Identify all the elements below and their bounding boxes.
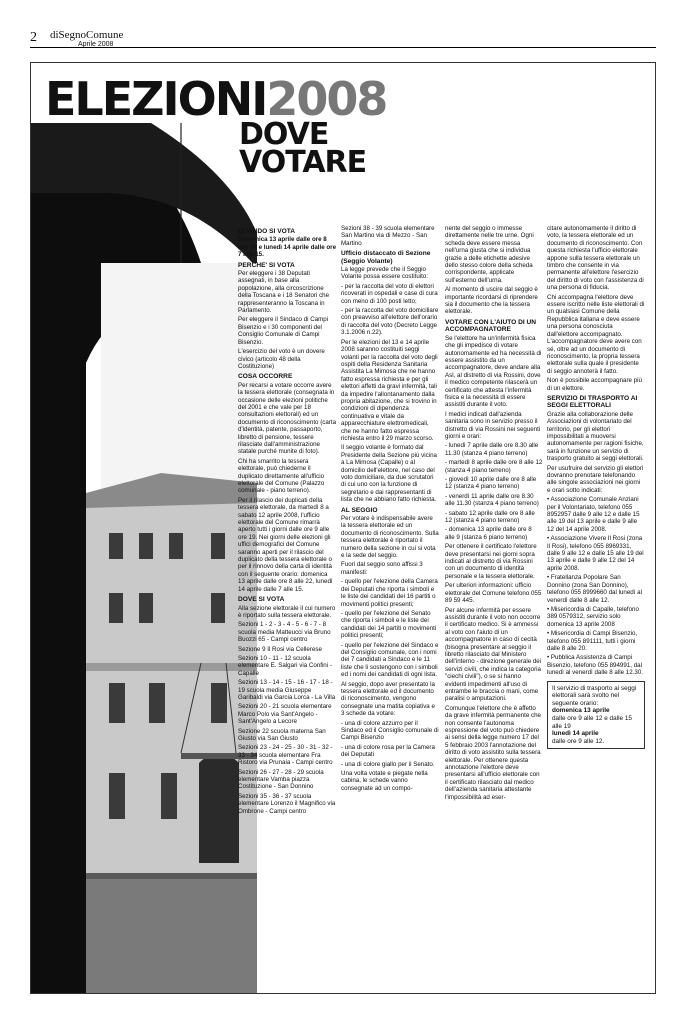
- paragraph: - sabato 12 aprile dalle ore 8 alle 12 (stanza 4 piano terreno): [445, 509, 535, 525]
- paragraph: Per alcune infermità per essere assistiti durante il voto non occorre il certificato medico. Si è ammessi al voto con l'aiuto di un accompagnatore in caso di cecità (bisogna presentare al seggio il libretto rilasciato dal Ministero dell'interno - direzione generale dei servizi civili, che indica la categoria "ciechi civili"), o se si hanno evidenti impedimenti all'uso di entrambe le braccia o mani, come paralisi o amputazioni.: [445, 606, 542, 703]
- paragraph: - quello per l'elezione del Sindaco e del Consiglio comunale, con i nomi dei 7 candidati a Sindaco e le 11 liste che li sostengono con i simboli ed i nomi dei candidati di ogni lista.: [341, 641, 439, 679]
- section-heading: SERVIZIO DI TRASPORTO AI SEGGI ELETTORALI: [547, 394, 638, 410]
- paragraph: - quello per l'elezione del Senato che riporta i simboli e le liste dei candidati dei 14 partiti o movimenti politici presenti;: [341, 609, 437, 640]
- paragraph: Sezione 9 Il Rosi via Cellerese: [238, 645, 322, 653]
- paragraph: - una di colore giallo per il Senato.: [341, 760, 435, 768]
- page-number: 2: [30, 30, 37, 45]
- paragraph: Comunque l'elettore che è affetto da grave infermità permanente che non consente l'autonoma espressione del voto può chiedere ai sensi della legge numero 17 del 5 febbraio 2003 l'annotazione del diritto di voto assistito sulla tessera elettorale. Per ottenere questa annotazione l'elettore deve presentarsi all'ufficio elettorale con il certificato rilasciato dal medico dell'azienda sanitaria attestante l'impossibilità ad eser-: [445, 704, 541, 801]
- paragraph: Per eleggere i 38 Deputati assegnati, in base alla popolazione, alla circoscrizione della Toscana e i 18 Senatori che rappresenteranno la Toscana in Parlamento.: [238, 270, 330, 315]
- box-text: dalle ore 9 alle 12.: [552, 737, 605, 745]
- section-heading: Ufficio distaccato di Sezione (Seggio Volante): [341, 250, 431, 265]
- subheadline-line1: DOVE: [239, 117, 329, 152]
- paragraph: L'esercizio del voto è un dovere civico (articolo 48 della Costituzione): [238, 348, 325, 370]
- paragraph: Per usufruire del servizio gli elettori dovranno prenotare telefonando alle singole associazioni nei giorni e orari sotto indicati:: [547, 464, 644, 494]
- paragraph: - martedì 8 aprile dalle ore 8 alle 12 (stanza 4 piano terreno): [445, 459, 543, 474]
- text-column-1: [238, 225, 336, 991]
- transport-schedule-box: [547, 681, 645, 750]
- paragraph: - una di colore rosa per la Camera dei Deputati: [341, 743, 435, 759]
- box-text: dalle ore 9 alle 12 e dalle 15 alle 19: [552, 714, 632, 730]
- subheadline-line2: VOTARE: [239, 145, 367, 180]
- paragraph: - una di colore azzurro per il Sindaco ed il Consiglio comunale di Campi Bisenzio: [341, 719, 439, 742]
- paragraph: Sezioni 10 - 11 - 12 scuola elementare E. Salgari via Confini - Capalle: [238, 654, 332, 677]
- section-heading: DOVE SI VOTA: [238, 596, 285, 604]
- headline: [45, 71, 386, 127]
- paragraph: • Associazione Vivere Il Rosi (zona Il Rosi), telefono 055 8969331, dalle 9 alle 12 e dalle 15 alle 19 del 13 aprile e dalle 9 alle 12 del 14 aprile 2008.: [547, 535, 644, 572]
- article-frame: [30, 62, 656, 994]
- text-column-3: [445, 225, 543, 991]
- paragraph: Il seggio volante è formato dal Presidente della Sezione più vicina a La Mimosa (Capalle) o al domicilio dell'elettore, nel caso del voto domiciliare, da due scrutatori di cui uno con la funzione di segretario e dai rappresentanti di lista che ne abbiano fatto richiesta.: [341, 444, 437, 504]
- paragraph: Non è possibile accompagnare più di un elettore.: [547, 377, 642, 392]
- paragraph: nente del seggio o immesse direttamente nelle tre urne. Ogni scheda deve essere messa nell'urna giusta che si individua grazie a delle etichette adesive dello stesso colore della scheda corrispondente, applicate sull'esterno dell'urna.: [445, 225, 534, 284]
- issue-date: Aprile 2008: [78, 41, 114, 48]
- section-heading: AL SEGGIO: [341, 506, 378, 514]
- paragraph: Per le elezioni del 13 e 14 aprile 2008 saranno costituiti seggi volanti per la raccolta del voto degli ospiti della Residenza Sanitaria Assistita La Mimosa che ne hanno fatto espressa richiesta e per gli elettori affetti da gravi infermità, tali da impedire l'allontanamento dalla propria abitazione, che si trovino in condizioni di dipendenza continuativa e vitale da apparecchiature elettromedicali, che ne hanno fatto espressa richiesta entro il 29 marzo scorso.: [341, 338, 438, 442]
- paragraph: • Fratellanza Popolare San Donnino (zona San Donnino), telefono 055 8999660 dal lunedì al venerdì dalle 8 alle 12.: [547, 574, 642, 604]
- paragraph: Chi accompagna l'elettore deve essere iscritto nelle liste elettorali di un qualsiasi Comune della Repubblica italiana e deve essere una persona conosciuta dall'elettore accompagnato. L'accompagnatore deve avere con sé, oltre ad un documento di riconoscimento, la propria tessera elettorale sulla quale il presidente di seggio annoterà il fatto.: [547, 293, 645, 375]
- subheadline: [239, 117, 367, 180]
- paragraph: Grazie alla collaborazione delle Associazioni di volontariato del territorio, per gli elettori impossibilitati a muoversi autonomamente per ragioni fisiche, sarà in funzione un servizio di trasporto gratuito ai seggi elettorali.: [547, 410, 644, 463]
- paragraph: Per ottenere il certificato l'elettore deve presentarsi nei giorni sopra indicati al distretto di via Rossini con un documento di identità personale e la tessera elettorale.: [445, 543, 537, 580]
- paragraph: Sezioni 1 - 2 - 3 - 4 - 5 - 6 - 7 - 8 scuola media Matteucci via Bruno Buozzi 65 - Campi centro: [238, 621, 331, 644]
- paragraph: I medici indicati dall'azienda sanitaria sono in servizio presso il distretto di via Rossini nei seguenti giorni e orari:: [445, 410, 541, 440]
- header-rule: [30, 47, 656, 48]
- page-header: [30, 28, 656, 52]
- masthead-title: diSegnoComune: [50, 29, 124, 41]
- section-heading: VOTARE CON L'AIUTO DI UN ACCOMPAGNATORE: [445, 318, 537, 334]
- section-heading: QUANDO SI VOTA: [238, 228, 296, 235]
- paragraph: Sezioni 20 - 21 scuola elementare Marco Polo via Sant'Angelo - Sant'Angelo a Lecore: [238, 703, 332, 726]
- paragraph: • Pubblica Assistenza di Campi Bisenzio, telefono 055 894991, dal lunedì al venerdì dalle 8 alle 12.30.: [547, 654, 643, 677]
- paragraph: - per la raccolta del voto domiciliare con preavviso all'elettore dell'orario di raccolta del voto (Decreto Legge 3.1.2006 n.22).: [341, 307, 439, 337]
- box-text: domenica 13 aprile: [552, 707, 610, 715]
- paragraph: Per ulteriori informazioni: ufficio elettorale del Comune telefono 055 89 59 445.: [445, 582, 542, 605]
- paragraph: • Misericordia di Campi Bisenzio, telefono 055 891111, tutti i giorni dalle 8 alle 20.: [547, 630, 638, 652]
- paragraph: Se l'elettore ha un'infermità fisica che gli impedisce di votare autonomamente ed ha necessità di essere assistito da un accompagnatore, deve andare alla Asl, al distretto di via Rossini, dove il medico competente rilascerà un certificato che attesta l'infermità fisica e la necessità di essere assistiti durante il voto.: [445, 334, 542, 409]
- paragraph: Per il rilascio dei duplicati della tessera elettorale, da martedì 8 a sabato 12 aprile 2008, l'ufficio elettorale del Comune rimarrà aperto tutti i giorni dalle ore 9 alle ore 19. Nei giorni delle elezioni gli uffici demografici del Comune saranno aperti per il rilascio del duplicato della tessera elettorale o per il rinnovo della carta di identità con il seguente orario: domenica 13 aprile dalle ore 8 alle 22, lunedì 14 aprile dalle 7 alle 15.: [238, 496, 333, 593]
- text-column-2: [341, 225, 439, 991]
- paragraph: - quello per l'elezione della Camera dei Deputati che riporta i simboli e le liste dei candidati dei 16 partiti o movimenti politici presenti;: [341, 578, 438, 608]
- paragraph: Domenica 13 aprile dalle ore 8 alle 22 e lunedì 14 aprile dalle ore 7 alle 15.: [238, 236, 336, 259]
- paragraph: Sezione 22 scuola materna San Giusto via San Giusto: [238, 727, 326, 742]
- paragraph: Al seggio, dopo aver presentato la tessera elettorale ed il documento di riconoscimento, vengono consegnate una matita copiativa e 3 schede da votare:: [341, 680, 435, 718]
- paragraph: Chi ha smarrito la tessera elettorale, può chiederne il duplicato direttamente all'ufficio elettorale del Comune (Palazzo comunale - piano terreno).: [238, 457, 325, 495]
- paragraph: - domenica 13 aprile dalle ore 8 alle 9 (stanza 6 piano terreno): [445, 526, 532, 541]
- paragraph: Sezioni 13 - 14 - 15 - 16 - 17 - 18 - 19 scuola media Giuseppe Garibaldi via Garcia Lorca - La Villa: [238, 679, 336, 701]
- paragraph: - venerdì 11 aprile dalle ore 8.30 alle 11.30 (stanza 4 piano terreno): [445, 492, 539, 508]
- headline-year: 2008: [266, 72, 387, 126]
- paragraph: Sezioni 23 - 24 - 25 - 30 - 31 - 32 - 33 - 34 scuola elementare Fra Ristoro via Prunaia - Campi centro: [238, 744, 333, 767]
- paragraph: • Associazione Comunale Anziani per il Volontariato, telefono 055 8952957 dalle 9 alle 12 e dalle 15 alle 19 del 13 aprile e dalle 9 alle 12 del 14 aprile 2008.: [547, 496, 640, 533]
- paragraph: Per eleggere il Sindaco di Campi Bisenzio e i 30 componenti del Consiglio Comunale di Campi Bisenzio.: [238, 316, 329, 346]
- paragraph: Sezioni 35 - 36 - 37 scuola elementare Lorenzo il Magnifico via Ombrone - Campi centro: [238, 792, 336, 815]
- paragraph: - giovedì 10 aprile dalle ore 8 alle 12 (stanza 4 piano terreno): [445, 476, 537, 491]
- town-hall-photo: [31, 63, 257, 993]
- paragraph: citare autonomamente il diritto di voto, la tessera elettorale ed un documento di riconoscimento. Con questa richiesta l'ufficio elettorale appone sulla tessera elettorale un timbro che consente in via permanente all'elettore l'esercizio del diritto di voto con l'assistenza di una persona di fiducia.: [547, 225, 644, 292]
- box-text: lunedì 14 aprile: [552, 730, 599, 738]
- headline-elezioni: ELEZIONI: [45, 72, 267, 126]
- paragraph: - per la raccolta del voto di elettori ricoverati in ospedali e case di cura con meno di 100 posti letto;: [341, 282, 438, 305]
- paragraph: - lunedì 7 aprile dalle ore 8.30 alle 11.30 (stanza 4 piano terreno): [445, 442, 539, 457]
- paragraph: Per votare è indispensabile avere la tessera elettorale ed un documento di riconoscimento. Sulla tessera elettorale è riportato il numero della sezione in cui si vota e la sede del seggio.: [341, 515, 439, 560]
- paragraph: Alla sezione elettorale il cui numero è riportato sulla tessera elettorale.: [238, 604, 336, 619]
- paragraph: Sezioni 38 - 39 scuola elementare San Martino via di Mezzo - San Martino: [341, 225, 435, 247]
- section-heading: COSA OCCORRE: [238, 373, 293, 381]
- paragraph: • Misericordia di Capalle, telefono 389 0579312, servizio solo domenica 13 aprile 2008: [547, 605, 639, 628]
- section-heading: PERCHE' SI VOTA: [238, 261, 295, 269]
- paragraph: Al momento di uscire dal seggio è importante ricordarsi di riprendere sia il documento che la tessera elettorale.: [445, 286, 538, 316]
- paragraph: La legge prevede che il Seggio Volante possa essere costituito:: [341, 266, 429, 281]
- box-text: Il servizio di trasporto ai seggi elettorali sarà svolto nel seguente orario:: [552, 684, 637, 707]
- paragraph: Per recarsi a votare occorre avere la tessera elettorale (consegnata in occasione delle elezioni politiche del 2001 e che vale per 18 consultazioni elettorali) ed un documento di riconoscimento (carta d'identità, patente, passaporto, libretto di pensione, tessere rilasciate dall'amministrazione statale purché munite di foto).: [238, 381, 336, 456]
- text-column-4: [547, 225, 645, 991]
- paragraph: Sezioni 26 - 27 - 28 - 29 scuola elementare Vamba piazza Costituzione - San Donnino: [238, 768, 324, 791]
- paragraph: Fuori dal seggio sono affissi 3 manifesti:: [341, 561, 423, 576]
- paragraph: Una volta votate e piegate nella cabina, le schede vanno consegnate ad un compo-: [341, 770, 428, 792]
